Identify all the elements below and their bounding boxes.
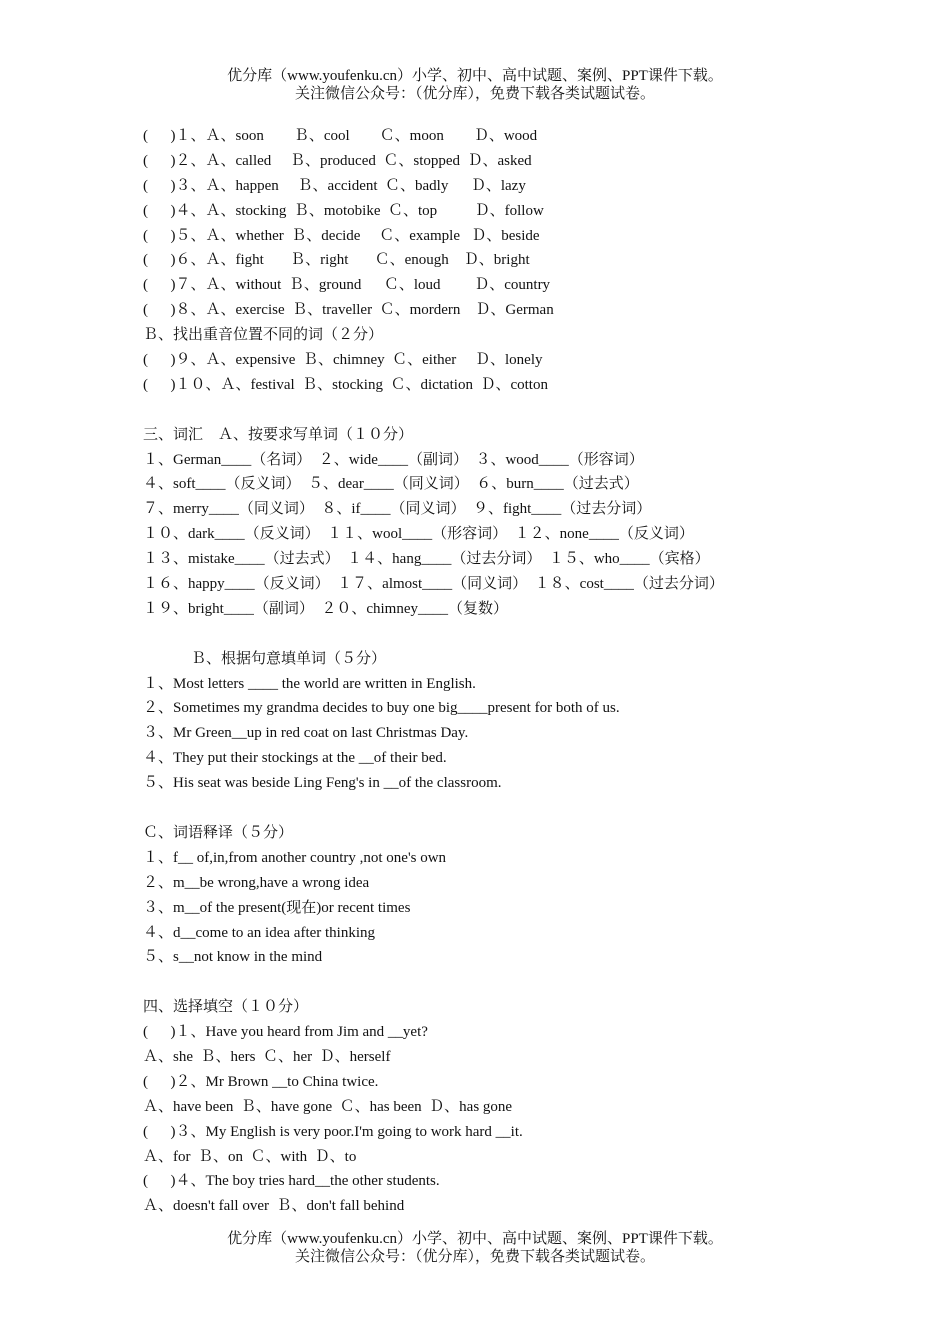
question-line: ( )７、Ａ、without Ｂ、ground Ｃ、loud Ｄ、country bbox=[143, 277, 551, 294]
vocab-section bbox=[143, 448, 883, 622]
footer-line-2: 关注微信公众号：（优分库），免费下载各类试题试卷。 bbox=[294, 1249, 655, 1265]
spacer bbox=[143, 622, 883, 647]
explain-section bbox=[143, 846, 883, 970]
question-line: ４、soft____（反义词） ５、dear____（同义词） ６、burn____（过去式） bbox=[143, 476, 639, 493]
spacer bbox=[143, 398, 883, 423]
question-line: ７、merry____（同义词） ８、if____（同义词） ９、fight____（过去分词） bbox=[143, 501, 652, 518]
question-line: ４、They put their stockings at the __of their bed. bbox=[143, 750, 447, 767]
question-line: ( )２、Mr Brown __to China twice. bbox=[143, 1073, 379, 1090]
question-line: ２、m__be wrong,have a wrong idea bbox=[143, 874, 370, 891]
question-line: １３、mistake____（过去式） １４、hang____（过去分词） １５、who____（宾格） bbox=[143, 551, 710, 568]
question-line: ( )４、Ａ、stocking Ｂ、motobike Ｃ、top Ｄ、follow bbox=[143, 202, 544, 219]
option-line: Ａ、have been Ｂ、have gone Ｃ、has been Ｄ、has gone bbox=[143, 1098, 513, 1115]
question-line: １９、bright____（副词） ２０、chimney____（复数） bbox=[143, 600, 508, 617]
pronunciation-section bbox=[143, 124, 883, 323]
option-line: Ａ、she Ｂ、hers Ｃ、her Ｄ、herself bbox=[143, 1048, 391, 1065]
question-line: ２、Sometimes my grandma decides to buy one big____present for both of us. bbox=[143, 700, 620, 717]
header-line-2: 关注微信公众号：（优分库），免费下载各类试题试卷。 bbox=[294, 86, 655, 102]
question-line: ( )８、Ａ、exercise Ｂ、traveller Ｃ、mordern Ｄ、German bbox=[143, 302, 554, 319]
spacer bbox=[143, 970, 883, 995]
page-footer bbox=[0, 1230, 950, 1266]
question-line: ( )９、Ａ、expensive Ｂ、chimney Ｃ、either Ｄ、lonely bbox=[143, 352, 543, 369]
choice-section bbox=[143, 1020, 883, 1219]
header-line-1: 优分库（www.youfenku.cn）小学、初中、高中试题、案例、PPT课件下载。 bbox=[227, 68, 723, 84]
question-line: ５、s__not know in the mind bbox=[143, 949, 323, 966]
question-line: ( )２、Ａ、called Ｂ、produced Ｃ、stopped Ｄ、asked bbox=[143, 152, 532, 169]
section-title-stress: Ｂ、找出重音位置不同的词（２分） bbox=[143, 327, 384, 344]
question-line: ( )３、Ａ、happen Ｂ、accident Ｃ、badly Ｄ、lazy bbox=[143, 177, 526, 194]
section-title-explain: Ｃ、词语释译（５分） bbox=[143, 824, 294, 841]
fill-section bbox=[143, 672, 883, 796]
question-line: ( )４、The boy tries hard__the other students. bbox=[143, 1173, 440, 1190]
spacer bbox=[143, 796, 883, 821]
question-line: ３、m__of the present(现在)or recent times bbox=[143, 899, 411, 916]
question-line: ５、His seat was beside Ling Feng's in __of the classroom. bbox=[143, 775, 502, 792]
option-line: Ａ、doesn't fall over Ｂ、don't fall behind bbox=[143, 1198, 405, 1215]
question-line: ( )３、My English is very poor.I'm going to work hard __it. bbox=[143, 1123, 523, 1140]
question-line: １６、happy____（反义词） １７、almost____（同义词） １８、cost____（过去分词） bbox=[143, 576, 724, 593]
option-line: Ａ、for Ｂ、on Ｃ、with Ｄ、to bbox=[143, 1148, 357, 1165]
question-line: ( )１、Ａ、soon Ｂ、cool Ｃ、moon Ｄ、wood bbox=[143, 128, 538, 144]
exam-content bbox=[143, 124, 883, 1219]
footer-line-1: 优分库（www.youfenku.cn）小学、初中、高中试题、案例、PPT课件下载。 bbox=[227, 1231, 723, 1247]
question-line: ( )６、Ａ、fight Ｂ、right Ｃ、enough Ｄ、bright bbox=[143, 252, 530, 269]
stress-section bbox=[143, 348, 883, 398]
section-title-vocab: 三、词汇 Ａ、按要求写单词（１０分） bbox=[143, 426, 414, 443]
section-title-fill: Ｂ、根据句意填单词（５分） bbox=[191, 650, 387, 667]
page-header bbox=[0, 67, 950, 103]
question-line: ( )１０、Ａ、festival Ｂ、stocking Ｃ、dictation Ｄ、cotton bbox=[143, 376, 548, 393]
question-line: １０、dark____（反义词） １１、wool____（形容词） １２、none____（反义词） bbox=[143, 526, 694, 543]
question-line: １、Most letters ____ the world are written in English. bbox=[143, 675, 476, 692]
question-line: ( )５、Ａ、whether Ｂ、decide Ｃ、example Ｄ、beside bbox=[143, 227, 540, 244]
question-line: ４、d__come to an idea after thinking bbox=[143, 924, 376, 941]
question-line: ３、Mr Green__up in red coat on last Christmas Day. bbox=[143, 725, 469, 742]
section-title-choice: 四、选择填空（１０分） bbox=[143, 999, 309, 1016]
question-line: ( )１、Have you heard from Jim and __yet? bbox=[143, 1024, 428, 1041]
question-line: １、f__ of,in,from another country ,not one's own bbox=[143, 849, 447, 866]
question-line: １、German____（名词） ２、wide____（副词） ３、wood____（形容词） bbox=[143, 451, 644, 468]
